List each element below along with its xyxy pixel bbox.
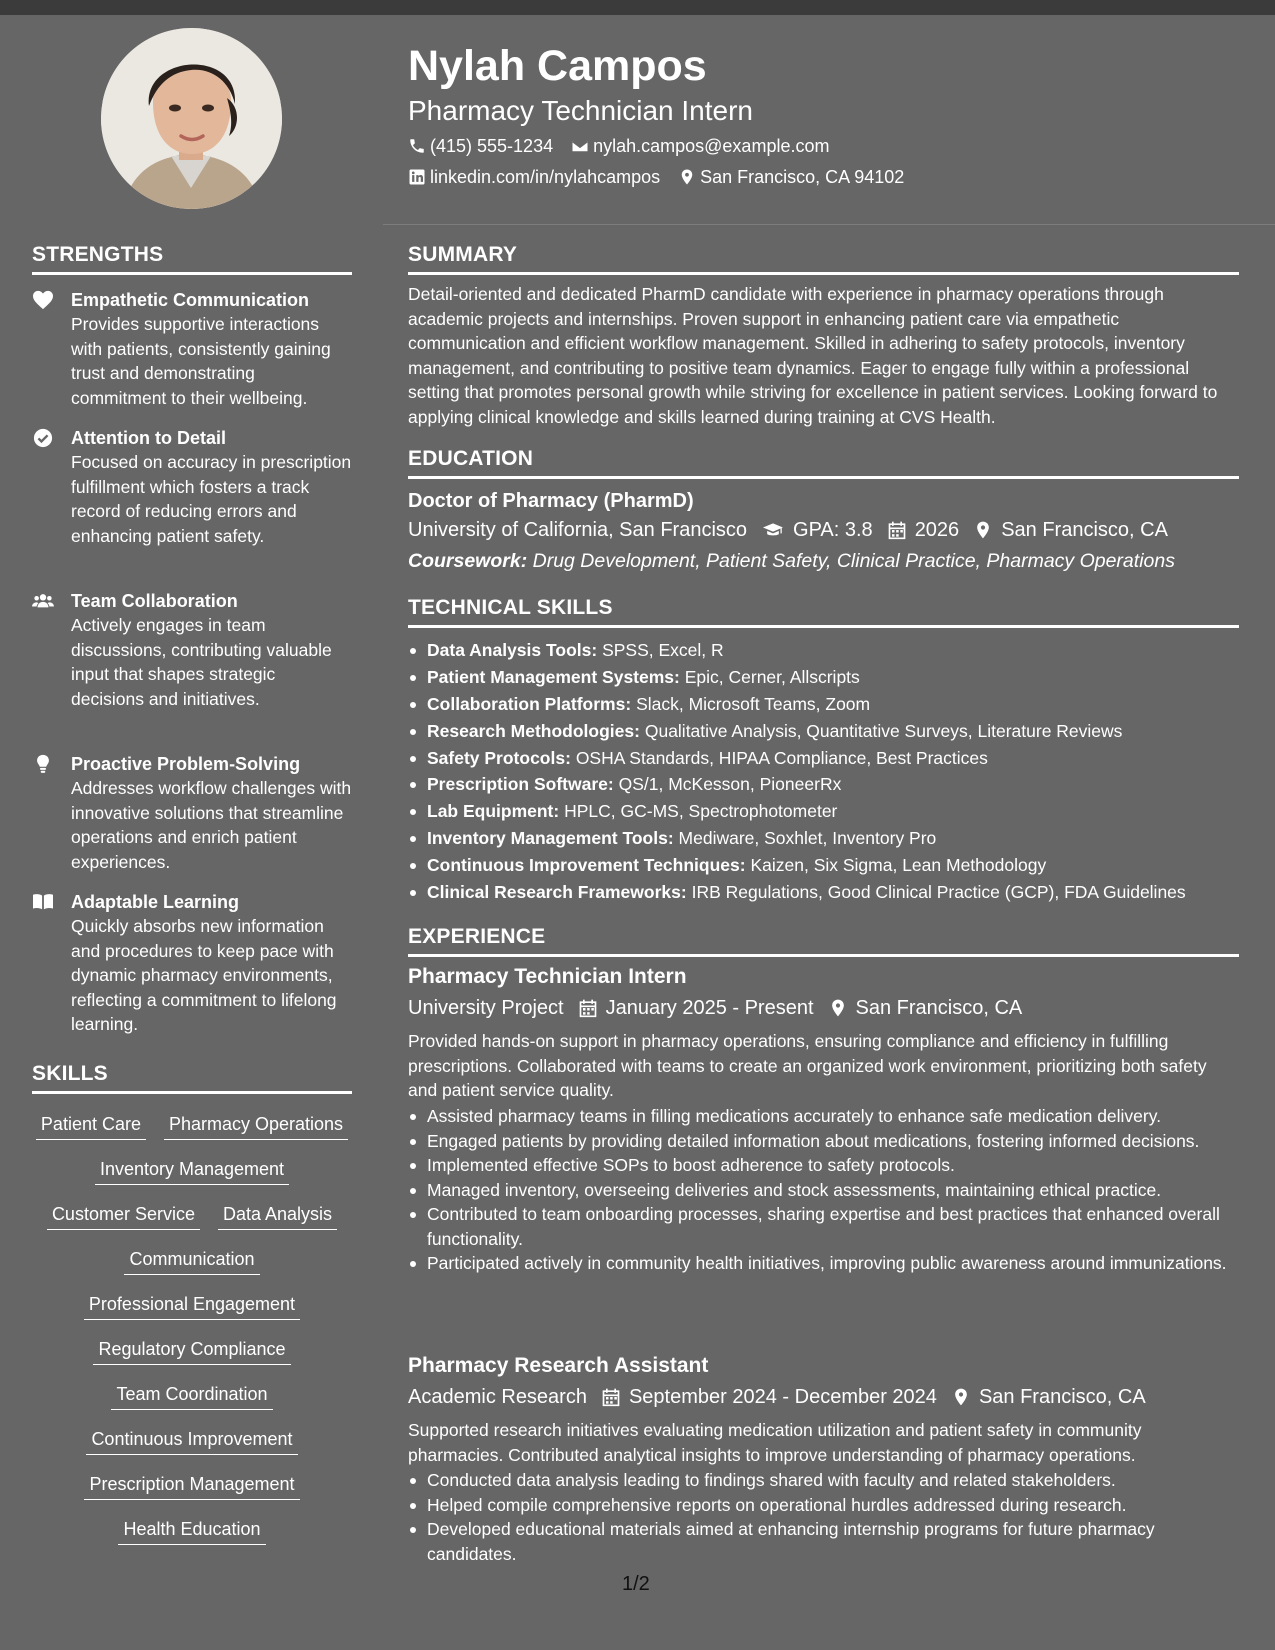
skill-tag: Customer Service [47,1203,200,1230]
strength-title: Team Collaboration [71,591,238,611]
job-meta [408,1384,1146,1410]
skill-tag: Continuous Improvement [86,1428,297,1455]
skill-tag: Data Analysis [218,1203,337,1230]
strength-desc: Quickly absorbs new information and procedures to keep pace with dynamic pharmacy environments, reflecting a commitment to lifelong learning. [71,916,337,1034]
skills-row [32,1113,352,1140]
strengths-rule [32,272,352,275]
contact-row-2 [408,165,922,189]
job-location: San Francisco, CA [978,1386,1146,1408]
skill-label: Research Methodologies: [427,720,640,741]
gpa-text: GPA: 3.8 [793,519,873,541]
summary-text: Detail-oriented and dedicated PharmD candidate with experience in pharmacy operations through academic projects and internships. Proven support in enhancing patient care via empathetic communication and efficient workflow management. Skilled in adhering to safety protocols, inventory management, and contributing to positive team dynamics. Eager to engage fully within a professional setting that promotes personal growth while striving for excellence in patient services. Looking forward to applying clinical knowledge and skills learned during training at CVS Health. [408,284,1218,427]
email-item[interactable] [571,134,829,158]
skill-label: Prescription Software: [427,774,614,795]
header-divider [383,224,1275,225]
job-title: Pharmacy Research Assistant [408,1354,709,1377]
candidate-name: Nylah Campos [408,42,707,90]
skill-label: Data Analysis Tools: [427,640,598,660]
skill-tag: Prescription Management [84,1473,299,1500]
calendar-icon [887,520,907,540]
strength-desc: Actively engages in team discussions, contributing valuable input that shapes strategic decisions and initiatives. [71,615,332,709]
list-item [408,719,1238,744]
skills-row [32,1428,352,1455]
job-org: University Project [408,997,564,1019]
book-icon [32,892,54,912]
technical-skills-list [408,638,1238,907]
users-icon [32,591,54,611]
linkedin-text: linkedin.com/in/nylahcampos [430,167,661,187]
skill-label: Inventory Management Tools: [427,828,674,849]
skill-value: HPLC, GC-MS, Spectrophotometer [564,801,838,822]
summary-heading: SUMMARY [408,243,518,266]
linkedin-icon [408,168,426,186]
technical-skills-heading: TECHNICAL SKILLS [408,596,613,619]
candidate-role: Pharmacy Technician Intern [408,95,753,126]
skills-rule [32,1091,352,1094]
list-item: Conducted data analysis leading to findings shared with faculty and related stakeholders. [408,1468,1238,1493]
graduation-year: 2026 [914,519,960,541]
strength-desc: Focused on accuracy in prescription fulfillment which fosters a track record of reducing errors and enhancing patient safety. [71,452,352,546]
skill-label: Safety Protocols: [427,747,571,768]
skill-tag: Team Coordination [111,1383,272,1410]
location-item [678,165,904,189]
school-name: University of California, San Francisco [408,519,748,541]
skill-value: IRB Regulations, Good Clinical Practice (GCP), FDA Guidelines [691,882,1186,903]
education-meta [408,517,1168,543]
map-pin-icon [828,998,848,1018]
experience-rule [408,954,1239,957]
coursework-label: Coursework: [408,550,528,572]
list-item [408,665,1238,690]
list-item [408,638,1238,663]
strength-title: Empathetic Communication [71,290,310,310]
experience-heading: EXPERIENCE [408,925,546,948]
job-dates: September 2024 - December 2024 [628,1386,937,1408]
map-pin-icon [951,1387,971,1407]
list-item [408,880,1238,905]
coursework-line [408,548,1175,574]
phone-icon [408,137,426,155]
viewer-top-bar [0,0,1275,15]
job-meta [408,995,1022,1021]
skill-value: Mediware, Soxhlet, Inventory Pro [678,828,937,849]
contact-row-1 [408,134,847,158]
skill-tag: Patient Care [36,1113,146,1140]
strength-desc: Provides supportive interactions with patients, consistently gaining trust and demonstrating commitment to their wellbeing. [71,314,331,408]
education-heading: EDUCATION [408,447,534,470]
skills-row [32,1338,352,1365]
skill-value: Epic, Cerner, Allscripts [684,666,860,687]
skills-row [32,1383,352,1410]
skill-label: Clinical Research Frameworks: [427,882,687,903]
skill-tag: Pharmacy Operations [164,1113,348,1140]
job-bullets [408,1104,1238,1276]
skills-row [32,1248,352,1275]
strength-item [32,426,352,548]
calendar-icon [601,1387,621,1407]
summary-rule [408,272,1239,275]
list-item [408,746,1238,771]
list-item: Implemented effective SOPs to boost adherence to safety protocols. [408,1153,1238,1178]
skills-row [32,1158,352,1185]
email-text: nylah.campos@example.com [593,136,830,156]
skill-value: Kaizen, Six Sigma, Lean Methodology [750,855,1047,876]
heart-icon [32,290,54,310]
skills-heading: SKILLS [32,1062,108,1085]
list-item [408,799,1238,824]
profile-photo [101,28,282,209]
skill-tag: Communication [124,1248,259,1275]
strengths-heading: STRENGTHS [32,243,164,266]
calendar-icon [578,998,598,1018]
list-item: Engaged patients by providing detailed information about medications, fostering informed decisions. [408,1129,1238,1154]
strength-item [32,589,352,711]
phone-text: (415) 555-1234 [430,136,554,156]
strength-item [32,288,352,410]
strength-title: Proactive Problem-Solving [71,754,301,774]
skills-row [32,1473,352,1500]
map-pin-icon [678,168,696,186]
list-item [408,772,1238,797]
job-location: San Francisco, CA [855,997,1023,1019]
list-item [408,853,1238,878]
job-title: Pharmacy Technician Intern [408,965,687,988]
strength-item [32,890,352,1037]
job-description: Supported research initiatives evaluating medication utilization and patient safety in community pharmacies. Contributed analytical insights to improve understanding of pharmacy operations. [408,1420,1142,1465]
job-dates: January 2025 - Present [605,997,814,1019]
job-description: Provided hands-on support in pharmacy operations, ensuring compliance and efficiency in fulfilling prescriptions. Collaborated with teams to create an organized work environment, prioritizing both safety and patient service quality. [408,1031,1207,1100]
list-item [408,692,1238,717]
coursework-text: Drug Development, Patient Safety, Clinical Practice, Pharmacy Operations [532,550,1175,572]
list-item: Developed educational materials aimed at enhancing internship programs for future pharmacy candidates. [408,1517,1238,1566]
skill-value: Qualitative Analysis, Quantitative Surveys, Literature Reviews [644,720,1123,741]
skill-label: Lab Equipment: [427,801,560,822]
list-item: Participated actively in community health initiatives, improving public awareness around immunizations. [408,1251,1238,1276]
skills-row [32,1518,352,1545]
strength-item [32,752,352,874]
location-text: San Francisco, CA 94102 [700,167,905,187]
skill-tag: Professional Engagement [84,1293,300,1320]
school-location: San Francisco, CA [1001,519,1168,541]
degree-title: Doctor of Pharmacy (PharmD) [408,490,694,512]
job-org: Academic Research [408,1386,587,1408]
skill-value: OSHA Standards, HIPAA Compliance, Best Practices [575,747,988,768]
envelope-icon [571,137,589,155]
skills-row [32,1293,352,1320]
strength-title: Attention to Detail [71,428,226,448]
skills-row [32,1203,352,1230]
linkedin-item[interactable] [408,165,660,189]
skill-label: Continuous Improvement Techniques: [427,855,746,876]
skill-label: Patient Management Systems: [427,666,680,687]
skill-label: Collaboration Platforms: [427,693,632,714]
list-item: Assisted pharmacy teams in filling medications accurately to enhance safe medication delivery. [408,1104,1238,1129]
job-bullets [408,1468,1238,1566]
list-item [408,826,1238,851]
map-pin-icon [973,520,993,540]
lightbulb-icon [32,754,54,774]
education-rule [408,476,1239,479]
strength-desc: Addresses workflow challenges with innovative solutions that streamline operations and enrich patient experiences. [71,778,352,872]
list-item: Contributed to team onboarding processes, sharing expertise and best practices that enhanced overall functionality. [408,1202,1238,1251]
technical-skills-rule [408,625,1239,628]
list-item: Helped compile comprehensive reports on operational hurdles addressed during research. [408,1493,1238,1518]
skill-tag: Regulatory Compliance [93,1338,290,1365]
strength-title: Adaptable Learning [71,892,240,912]
graduation-cap-icon [761,520,785,540]
skill-value: Slack, Microsoft Teams, Zoom [636,693,871,714]
skill-value: SPSS, Excel, R [602,640,724,660]
skill-tag: Health Education [118,1518,265,1545]
skill-value: QS/1, McKesson, PioneerRx [618,774,842,795]
phone-item[interactable] [408,134,553,158]
page-number: 1/2 [622,1573,650,1595]
list-item: Managed inventory, overseeing deliveries and stock assessments, maintaining ethical practice. [408,1178,1238,1203]
skill-tag: Inventory Management [95,1158,289,1185]
check-circle-icon [32,428,54,448]
